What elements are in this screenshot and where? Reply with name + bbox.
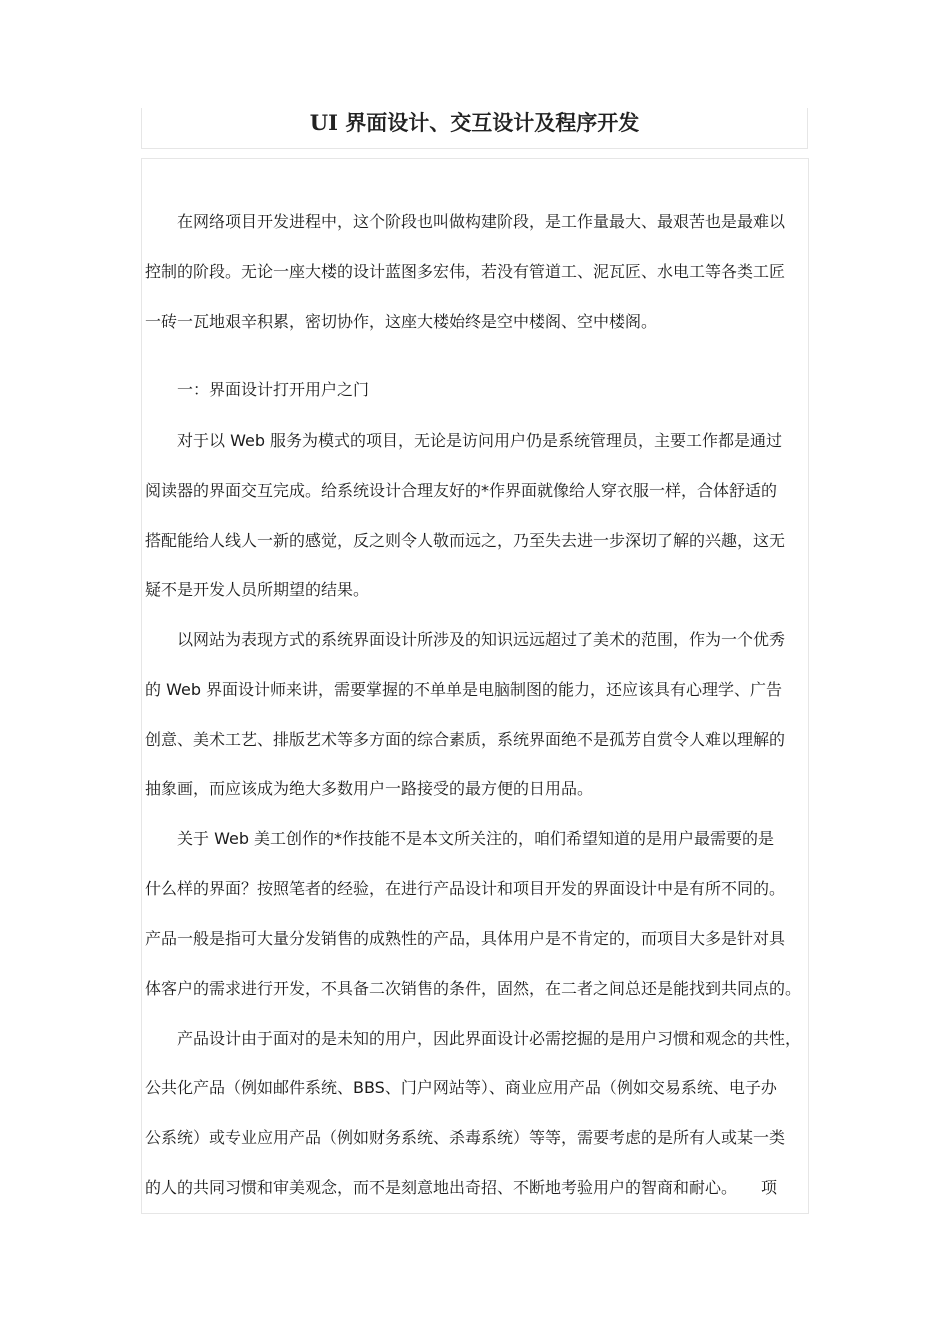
paragraph-line: 什么样的界面？按照笔者的经验，在进行产品设计和项目开发的界面设计中是有所不同的。 [145, 879, 786, 898]
title-frame [141, 108, 808, 149]
section-heading: 一：界面设计打开用户之门 [177, 380, 370, 399]
paragraph-line: 对于以 Web 服务为模式的项目，无论是访问用户仍是系统管理员，主要工作都是通过 [177, 431, 783, 450]
paragraph-line: 公系统）或专业应用产品（例如财务系统、杀毒系统）等等，需要考虑的是所有人或某一类 [145, 1128, 786, 1147]
paragraph-line: 的 Web 界面设计师来讲，需要掌握的不单单是电脑制图的能力，还应该具有心理学、广告 [145, 680, 783, 699]
paragraph-line: 一砖一瓦地艰辛积累，密切协作，这座大楼始终是空中楼阁、空中楼阁。 [145, 312, 658, 331]
paragraph-line: 控制的阶段。无论一座大楼的设计蓝图多宏伟，若没有管道工、泥瓦匠、水电工等各类工匠 [145, 262, 786, 281]
paragraph-line: 以网站为表现方式的系统界面设计所涉及的知识远远超过了美术的范围，作为一个优秀 [177, 630, 786, 649]
paragraph-line: 关于 Web 美工创作的*作技能不是本文所关注的，咱们希望知道的是用户最需要的是 [177, 829, 775, 848]
paragraph-line: 在网络项目开发进程中，这个阶段也叫做构建阶段，是工作量最大、最艰苦也是最难以 [177, 212, 786, 231]
paragraph-line: 创意、美术工艺、排版艺术等多方面的综合素质，系统界面绝不是孤芳自赏令人难以理解的 [145, 730, 786, 749]
document-body [141, 158, 809, 1214]
paragraph-line: 抽象画，而应该成为绝大多数用户一路接受的最方便的日用品。 [145, 779, 594, 798]
paragraph-line: 公共化产品（例如邮件系统、BBS、门户网站等）、商业应用产品（例如交易系统、电子办 [145, 1078, 777, 1097]
paragraph-line: 产品一般是指可大量分发销售的成熟性的产品，具体用户是不肯定的，而项目大多是针对具 [145, 929, 786, 948]
paragraph-line: 产品设计由于面对的是未知的用户，因此界面设计必需挖掘的是用户习惯和观念的共性， [177, 1029, 802, 1048]
paragraph-line: 疑不是开发人员所期望的结果。 [145, 580, 370, 599]
paragraph-line: 体客户的需求进行开发，不具备二次销售的条件，固然，在二者之间总还是能找到共同点的。 [145, 979, 802, 998]
document-title: UI 界面设计、交互设计及程序开发 [309, 110, 640, 135]
paragraph-line: 搭配能给人线人一新的感觉，反之则令人敬而远之，乃至失去进一步深切了解的兴趣，这无 [145, 531, 786, 550]
paragraph-line: 的人的共同习惯和审美观念，而不是刻意地出奇招、不断地考验用户的智商和耐心。 项 [145, 1178, 778, 1197]
paragraph-line: 阅读器的界面交互完成。给系统设计合理友好的*作界面就像给人穿衣服一样，合体舒适的 [145, 481, 778, 500]
